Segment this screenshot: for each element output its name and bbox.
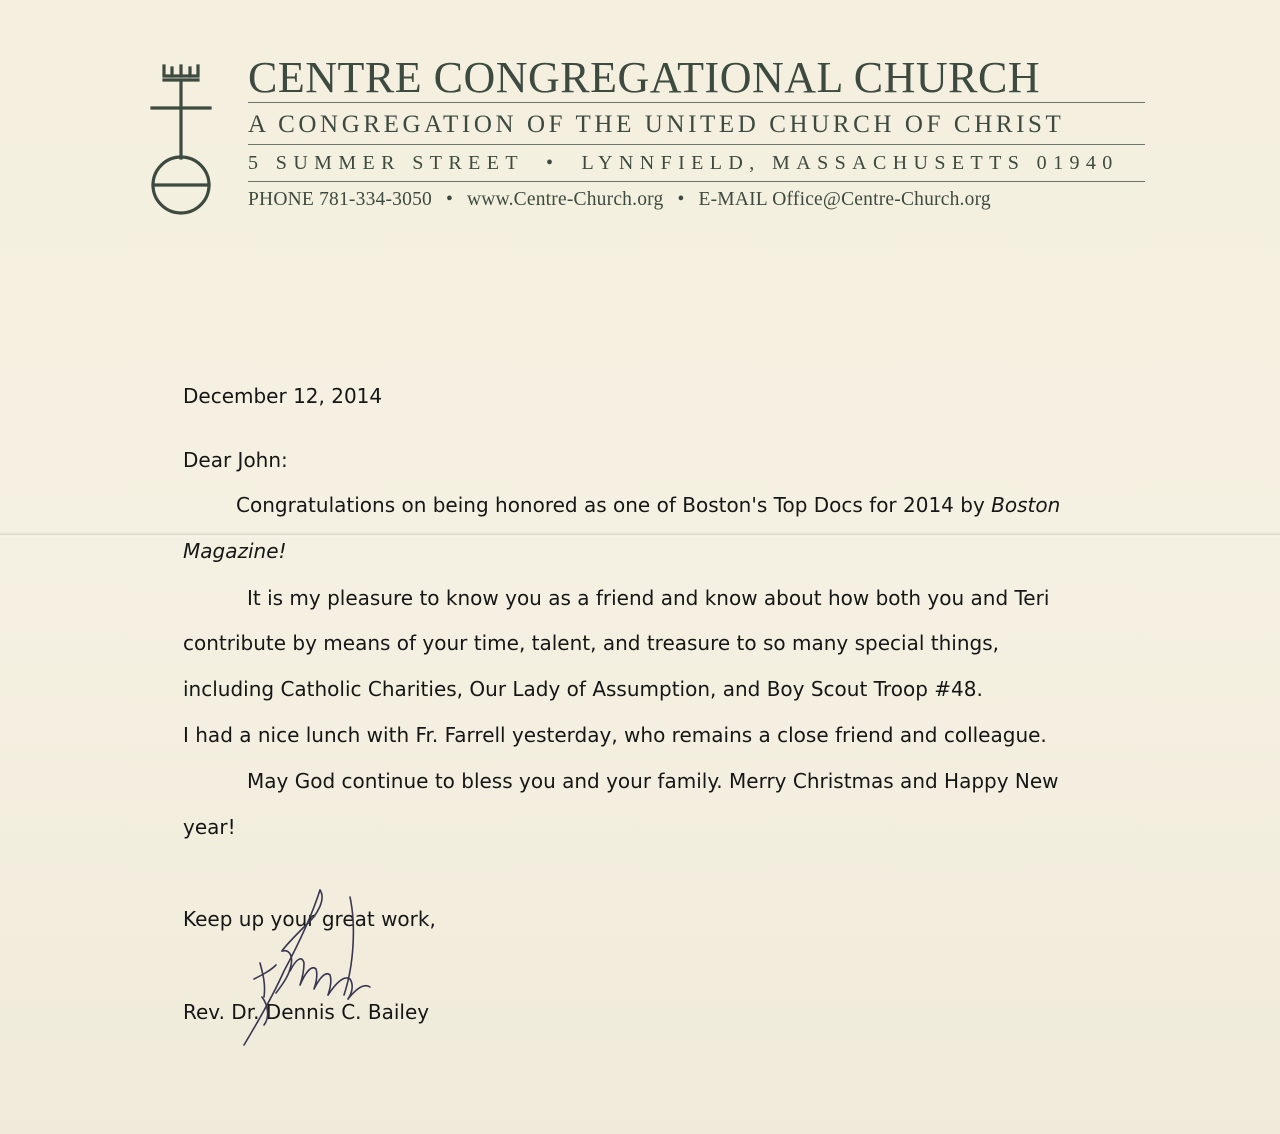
handwritten-signature-icon <box>232 885 382 1050</box>
letter-paragraph-4-line-2: year! <box>183 815 236 839</box>
letter-paragraph-2-line-1: It is my pleasure to know you as a friend and know about how both you and Teri <box>247 586 1050 610</box>
letter-salutation: Dear John: <box>183 448 288 472</box>
address-separator: • <box>546 152 560 174</box>
letterhead-rule-2 <box>248 144 1145 145</box>
letter-paragraph-4-line-1: May God continue to bless you and your family. Merry Christmas and Happy New <box>247 769 1059 793</box>
letterhead-rule-3 <box>248 181 1145 182</box>
letter-paragraph-1-line-1 <box>236 491 1060 519</box>
church-website: www.Centre-Church.org <box>467 189 664 210</box>
letter-paragraph-2-line-2: contribute by means of your time, talent, and treasure to so many special things, <box>183 631 999 655</box>
letter-paragraph-3-line-1: I had a nice lunch with Fr. Farrell yesterday, who remains a close friend and colleague. <box>183 723 1047 747</box>
church-phone: PHONE 781-334-3050 <box>248 189 432 210</box>
church-address <box>248 150 1145 176</box>
address-street: 5 SUMMER STREET <box>248 152 525 174</box>
contact-separator-2: • <box>677 189 685 210</box>
church-contact <box>248 186 1145 214</box>
letter-closing: Keep up your great work, <box>183 907 436 931</box>
church-name: CENTRE CONGREGATIONAL CHURCH <box>248 53 1041 102</box>
letter-date: December 12, 2014 <box>183 384 383 408</box>
letterhead-rule-1 <box>248 102 1145 103</box>
address-city: LYNNFIELD, MASSACHUSETTS 01940 <box>581 152 1119 174</box>
p1-text: Congratulations on being honored as one of Boston's Top Docs for 2014 by <box>236 493 992 517</box>
ucc-crown-cross-orb-icon <box>146 60 216 216</box>
letter-signer-name: Rev. Dr. Dennis C. Bailey <box>183 1000 430 1024</box>
letter-paragraph-1-line-2: Magazine! <box>183 539 287 563</box>
letter-paragraph-2-line-3: including Catholic Charities, Our Lady of Assumption, and Boy Scout Troop #48. <box>183 677 983 701</box>
contact-separator-1: • <box>445 189 453 210</box>
church-affiliation: A CONGREGATION OF THE UNITED CHURCH OF CHRIST <box>248 111 1065 138</box>
church-email: E-MAIL Office@Centre-Church.org <box>698 189 991 210</box>
p1-italic-boston: Boston <box>991 493 1061 517</box>
